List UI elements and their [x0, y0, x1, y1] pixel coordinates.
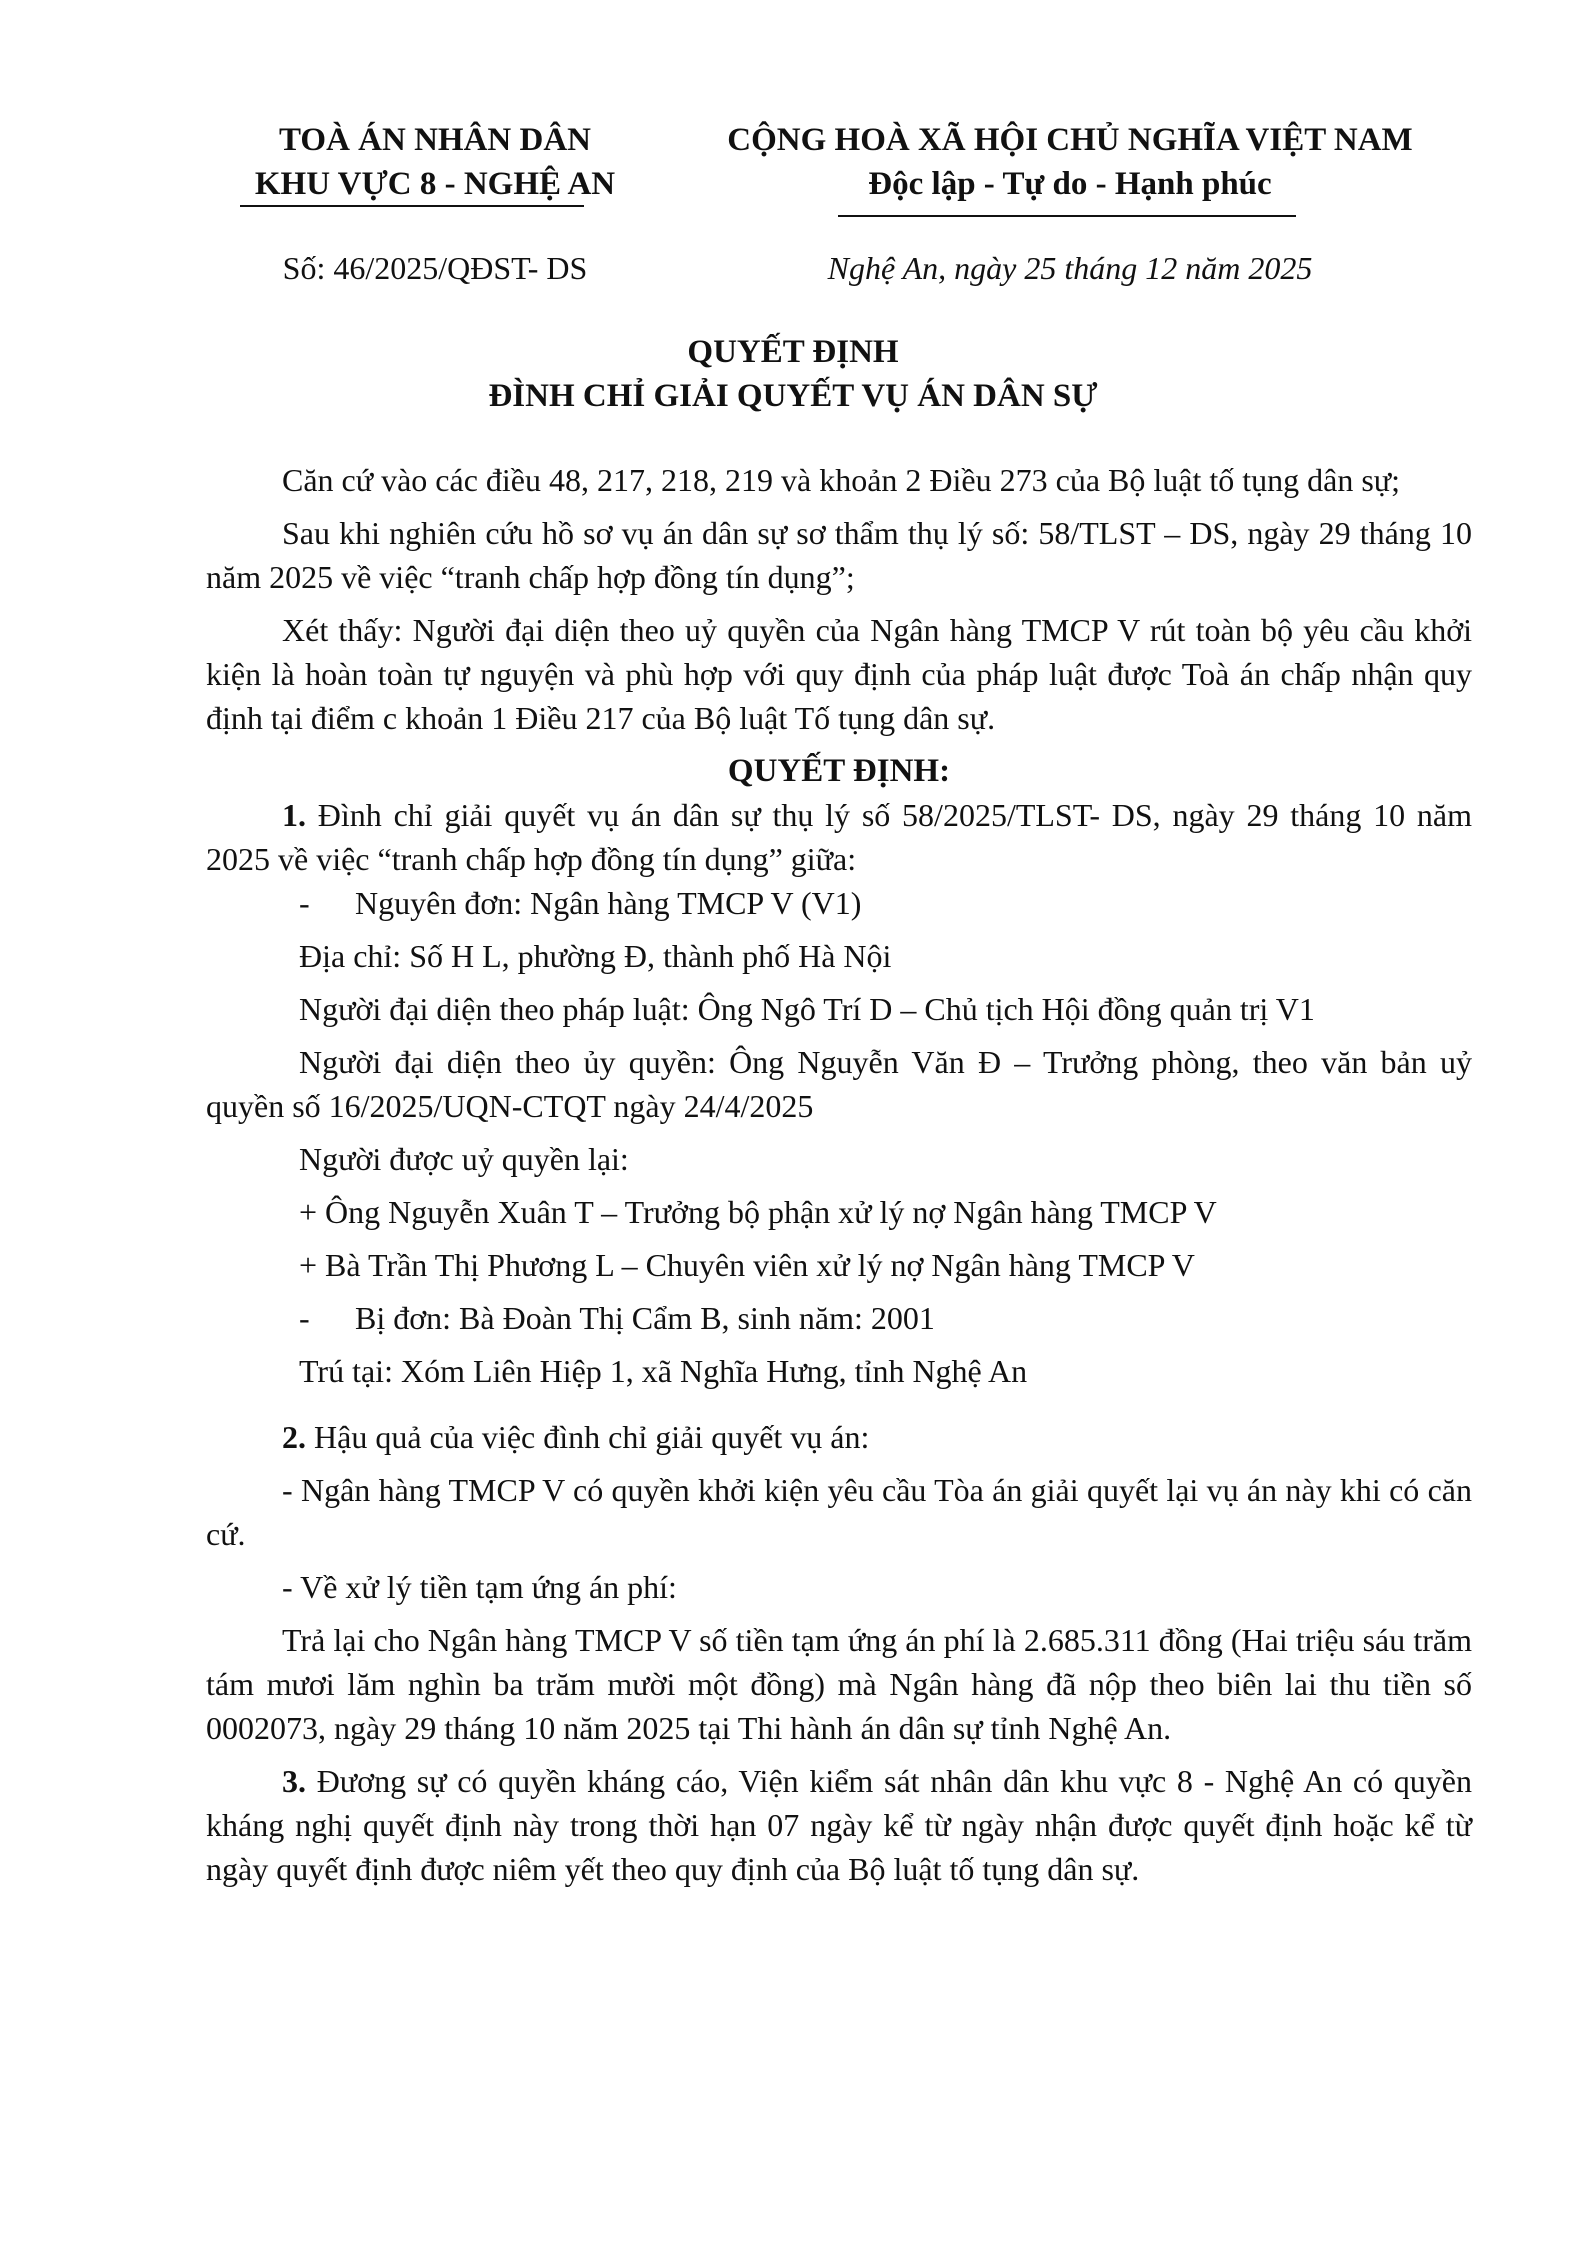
defendant-dash: -: [299, 1300, 310, 1336]
defendant-residence: Trú tại: Xóm Liên Hiệp 1, xã Nghĩa Hưng, tỉnh Nghệ An: [299, 1353, 1028, 1389]
document-body: [206, 458, 1472, 1891]
plaintiff: Nguyên đơn: Ngân hàng TMCP V (V1): [355, 885, 862, 921]
sub-authorized-heading: Người được uỷ quyền lại:: [299, 1141, 629, 1177]
court-region: KHU VỰC 8 - NGHỆ AN: [254, 166, 616, 202]
preamble-consideration: Xét thấy: Người đại diện theo uỷ quyền của Ngân hàng TMCP V rút toàn bộ yêu cầu khởi kiện là hoàn toàn tự nguyện và phù hợp với quy định của pháp luật được Toà án chấp nhận quy định tại điểm c khoản 1 Điều 217 của Bộ luật Tố tụng dân sự.: [206, 612, 1472, 736]
court-header: [200, 118, 670, 206]
national-header: [680, 118, 1460, 206]
national-title: CỘNG HOÀ XÃ HỘI CHỦ NGHĨA VIỆT NAM: [727, 122, 1413, 158]
title-line-2: ĐÌNH CHỈ GIẢI QUYẾT VỤ ÁN DÂN SỰ: [488, 378, 1098, 414]
section-2-paragraph: [206, 1415, 1472, 1459]
court-fee-refund: Trả lại cho Ngân hàng TMCP V số tiền tạm ứng án phí là 2.685.311 đồng (Hai triệu sáu trăm tám mươi lăm nghìn ba trăm mười một đồng) mà Ngân hàng đã nộp theo biên lai thu tiền số 0002073, ngày 29 tháng 10 năm 2025 tại Thi hành án dân sự tỉnh Nghệ An.: [206, 1622, 1472, 1746]
title-line-1: QUYẾT ĐỊNH: [687, 334, 899, 370]
section-2-number: 2.: [282, 1419, 306, 1455]
sub-authorized-person-1: + Ông Nguyễn Xuân T – Trưởng bộ phận xử lý nợ Ngân hàng TMCP V: [299, 1194, 1217, 1230]
defendant: Bị đơn: Bà Đoàn Thị Cẩm B, sinh năm: 2001: [355, 1300, 935, 1336]
legal-representative: Người đại diện theo pháp luật: Ông Ngô Trí D – Chủ tịch Hội đồng quản trị V1: [299, 991, 1315, 1027]
sub-authorized-person-2: + Bà Trần Thị Phương L – Chuyên viên xử lý nợ Ngân hàng TMCP V: [299, 1247, 1195, 1283]
preamble-case-review: Sau khi nghiên cứu hồ sơ vụ án dân sự sơ thẩm thụ lý số: 58/TLST – DS, ngày 29 tháng 10 năm 2025 về việc “tranh chấp hợp đồng tín dụng”;: [206, 515, 1472, 595]
document-title: [200, 330, 1386, 418]
authorized-representative: Người đại diện theo ủy quyền: Ông Nguyễn Văn Đ – Trưởng phòng, theo văn bản uỷ quyền số 16/2025/UQN-CTQT ngày 24/4/2025: [206, 1044, 1472, 1124]
motto-underline: [838, 215, 1296, 217]
section-3-paragraph: [206, 1759, 1472, 1891]
place-date: Nghệ An, ngày 25 tháng 12 năm 2025: [827, 250, 1313, 286]
court-underline: [240, 205, 584, 207]
court-fee-heading: - Về xử lý tiền tạm ứng án phí:: [282, 1569, 677, 1605]
document-number: Số: 46/2025/QĐST- DS: [282, 250, 588, 286]
section-3-number: 3.: [282, 1763, 306, 1799]
national-motto: Độc lập - Tự do - Hạnh phúc: [868, 166, 1272, 202]
plaintiff-line: [206, 881, 1472, 925]
plaintiff-dash: -: [299, 885, 310, 921]
section-1-number: 1.: [282, 797, 306, 833]
section-1-paragraph: [206, 793, 1472, 881]
preamble-legal-basis: Căn cứ vào các điều 48, 217, 218, 219 và khoản 2 Điều 273 của Bộ luật tố tụng dân sự;: [282, 462, 1401, 498]
section-3-text: Đương sự có quyền kháng cáo, Viện kiểm sát nhân dân khu vực 8 - Nghệ An có quyền kháng nghị quyết định này trong thời hạn 07 ngày kể từ ngày nhận được quyết định hoặc kể từ ngày quyết định được niêm yết theo quy định của Bộ luật tố tụng dân sự.: [206, 1763, 1473, 1887]
defendant-line: [206, 1296, 1472, 1340]
section-1-text: Đình chỉ giải quyết vụ án dân sự thụ lý số 58/2025/TLST- DS, ngày 29 tháng 10 năm 2025 về việc “tranh chấp hợp đồng tín dụng” giữa:: [206, 797, 1473, 877]
plaintiff-address: Địa chỉ: Số H L, phường Đ, thành phố Hà Nội: [299, 938, 892, 974]
consequence-right-to-sue: - Ngân hàng TMCP V có quyền khởi kiện yêu cầu Tòa án giải quyết lại vụ án này khi có căn cứ.: [206, 1472, 1472, 1552]
decision-heading: QUYẾT ĐỊNH:: [727, 753, 951, 789]
court-name: TOÀ ÁN NHÂN DÂN: [279, 122, 591, 158]
section-2-text: Hậu quả của việc đình chỉ giải quyết vụ án:: [314, 1419, 870, 1455]
